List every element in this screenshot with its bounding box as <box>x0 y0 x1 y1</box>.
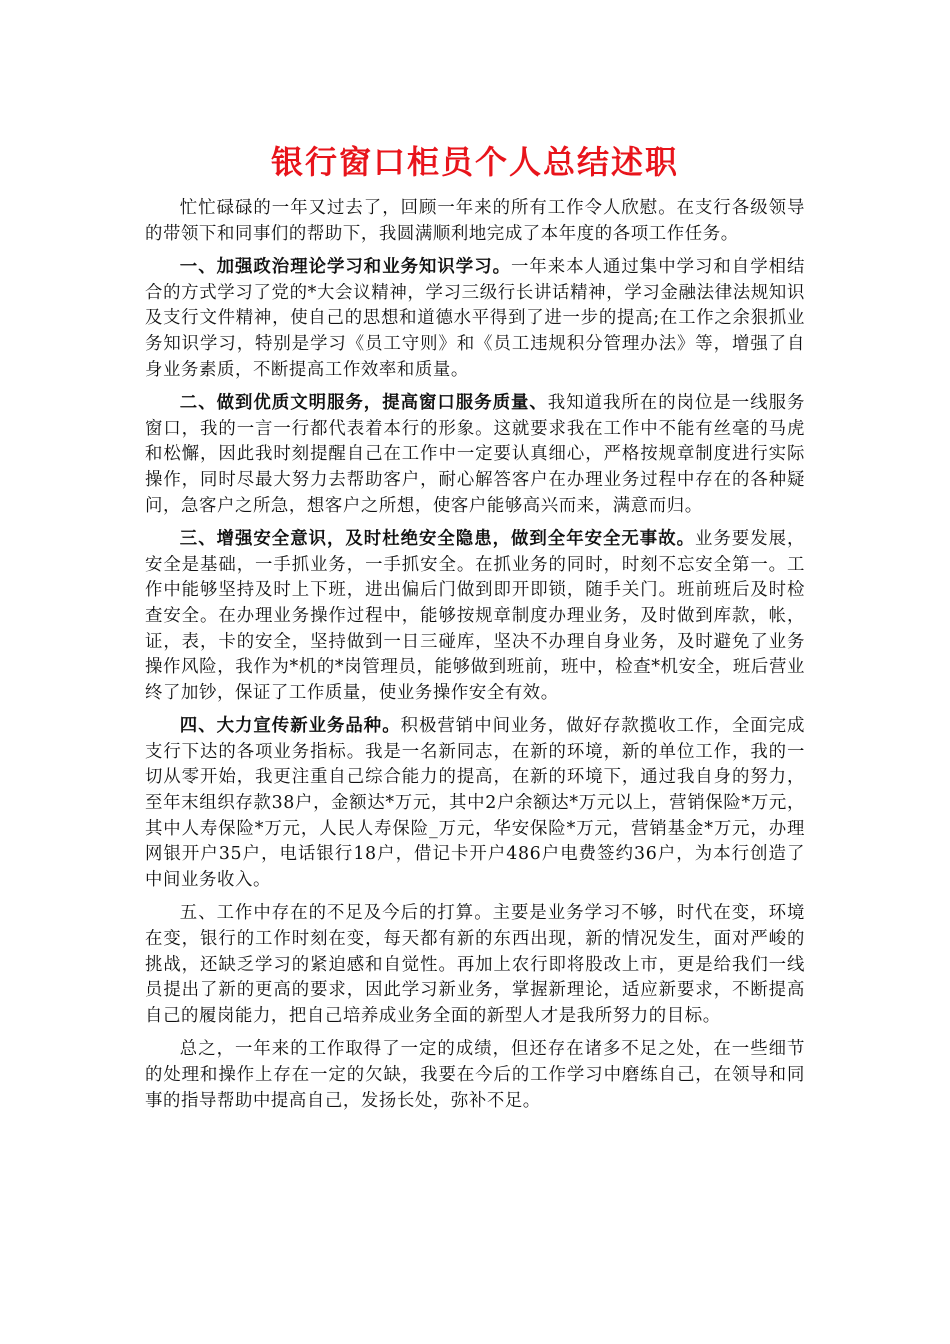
section-heading: 二、做到优质文明服务，提高窗口服务质量、 <box>179 393 548 414</box>
paragraph-intro: 忙忙碌碌的一年又过去了，回顾一年来的所有工作令人欣慰。在支行各级领导的带领下和同事们的帮助下，我圆满顺利地完成了本年度的各项工作任务。 <box>145 198 805 244</box>
document-body <box>145 196 805 1114</box>
section-text: 总之，一年来的工作取得了一定的成绩，但还存在诸多不足之处，在一些细节的处理和操作上存在一定的欠缺，我要在今后的工作学习中磨练自己，在领导和同事的指导帮助中提高自己，发扬长处，弥补不足。 <box>145 1039 805 1111</box>
paragraph-section-5 <box>145 901 805 1029</box>
paragraph-section-1 <box>145 255 805 383</box>
paragraph-section-4 <box>145 714 805 893</box>
section-heading: 一、加强政治理论学习和业务知识学习。 <box>179 257 511 278</box>
paragraph-section-3 <box>145 527 805 706</box>
section-text: 积极营销中间业务，做好存款揽收工作，全面完成支行下达的各项业务指标。我是一名新同志，在新的环境，新的单位工作，我的一切从零开始，我更注重自己综合能力的提高，在新的环境下，通过我自身的努力，至年末组织存款38户，金额达*万元，其中2户余额达*万元以上，营销保险*万元，其中人寿保险*万元，人民人寿保险_万元，华安保险*万元，营销基金*万元，办理网银开户35户，电话银行18户，借记卡开户486户电费签约36户，为本行创造了中间业务收入。 <box>145 716 806 890</box>
section-text: 一年来本人通过集中学习和自学相结合的方式学习了党的*大会议精神，学习三级行长讲话精神，学习金融法律法规知识及支行文件精神，使自己的思想和道德水平得到了进一步的提高;在工作之余狠抓业务知识学习，特别是学习《员工守则》和《员工违规积分管理办法》等，增强了自身业务素质，不断提高工作效率和质量。 <box>145 257 805 380</box>
document-page <box>145 0 805 1122</box>
paragraph-conclusion <box>145 1037 805 1114</box>
section-text: 业务要发展，安全是基础，一手抓业务，一手抓安全。在抓业务的同时，时刻不忘安全第一。工作中能够坚持及时上下班，进出偏后门做到即开即锁，随手关门。班前班后及时检查安全。在办理业务操作过程中，能够按规章制度办理业务，及时做到库款，帐，证，表，卡的安全，坚持做到一日三碰库，坚决不办理自身业务，及时避免了业务操作风险，我作为*机的*岗管理员，能够做到班前，班中，检查*机安全，班后营业终了加钞，保证了工作质量，使业务操作安全有效。 <box>145 529 805 703</box>
section-text: 我知道我所在的岗位是一线服务窗口，我的一言一行都代表着本行的形象。这就要求我在工作中不能有丝毫的马虎和松懈，因此我时刻提醒自己在工作中一定要认真细心，严格按规章制度进行实际操作，同时尽最大努力去帮助客户，耐心解答客户在办理业务过程中存在的各种疑问，急客户之所急，想客户之所想，使客户能够高兴而来，满意而归。 <box>145 393 805 516</box>
section-heading: 四、大力宣传新业务品种。 <box>179 716 401 737</box>
section-text: 五、工作中存在的不足及今后的打算。主要是业务学习不够，时代在变，环境在变，银行的工作时刻在变，每天都有新的东西出现，新的情况发生，面对严峻的挑战，还缺乏学习的紧迫感和自觉性。再加上农行即将股改上市，更是给我们一线员提出了新的更高的要求，因此学习新业务，掌握新理论，适应新要求，不断提高自己的履岗能力，把自己培养成业务全面的新型人才是我所努力的目标。 <box>145 903 805 1026</box>
paragraph-section-2 <box>145 391 805 519</box>
section-heading: 三、增强安全意识，及时杜绝安全隐患，做到全年安全无事故。 <box>179 529 695 550</box>
document-title: 银行窗口柜员个人总结述职 <box>270 143 679 181</box>
